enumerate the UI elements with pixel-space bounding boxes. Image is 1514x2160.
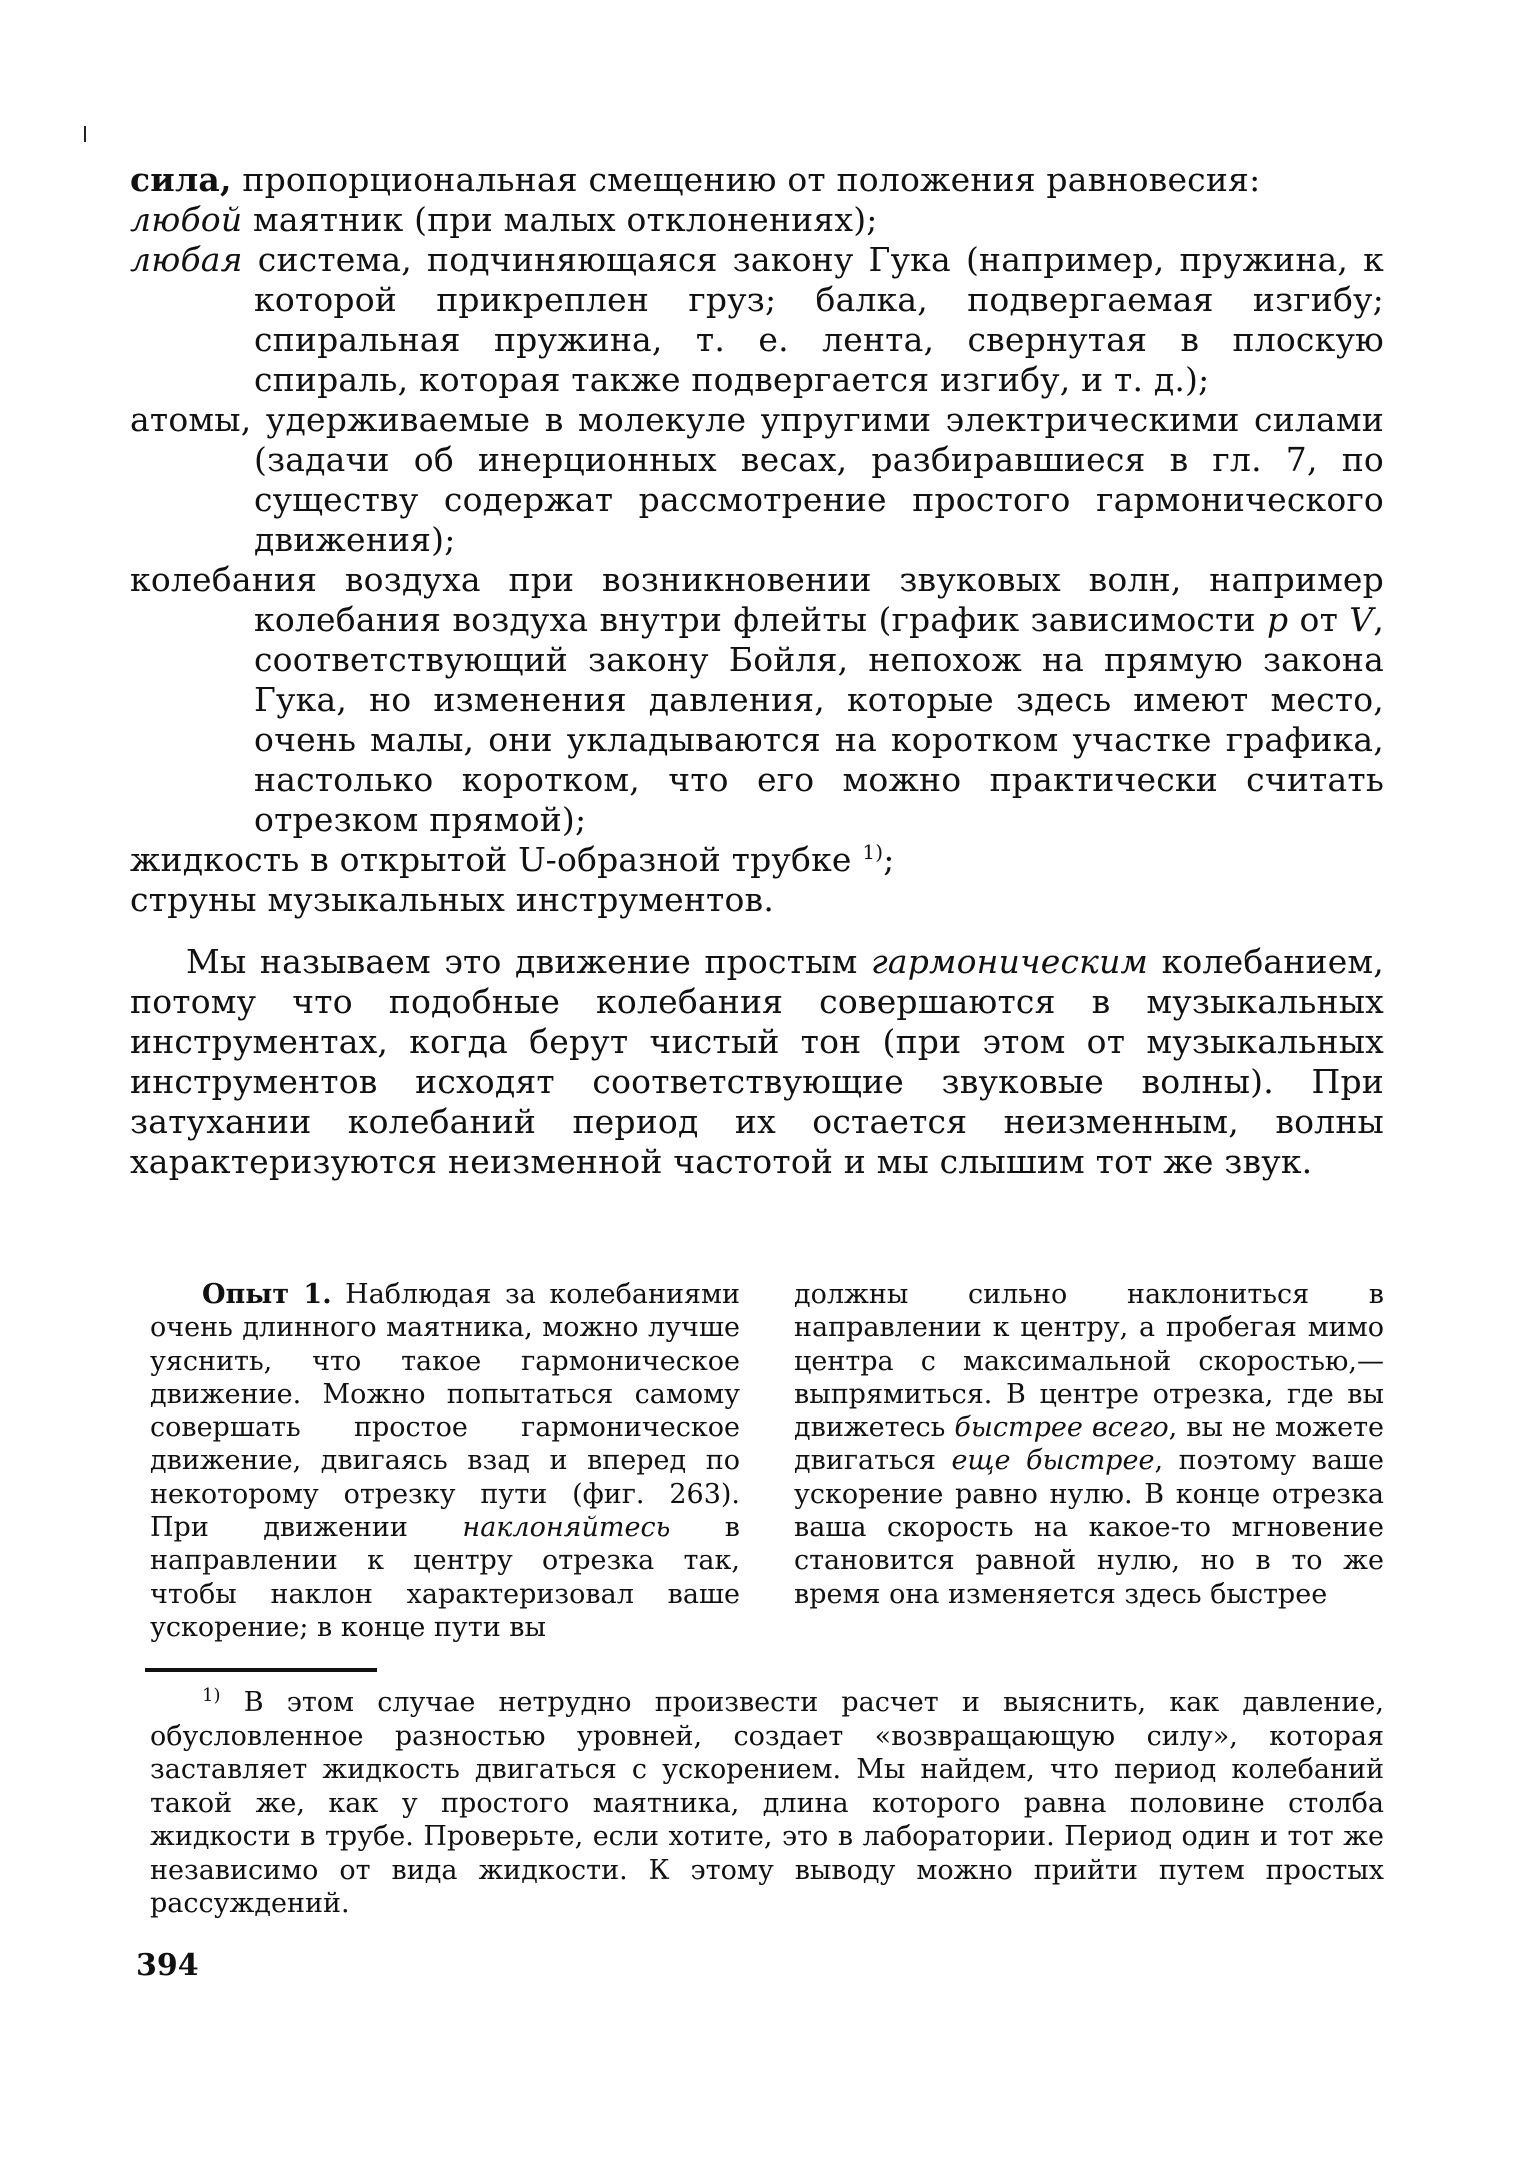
item-text: удерживаемые в молекуле упругими электрическими силами (задачи об инерционных весах, разбиравшиеся в гл. 7, по существу содержат рассмотрение простого гармонического движения); — [251, 400, 1384, 559]
variable-v: V — [1349, 600, 1374, 639]
item-text: маятник (при малых отклонениях); — [242, 200, 878, 239]
item-text: воздуха при возникновении звуковых волн, например колебания воздуха внутри флейты (график зависимости — [254, 560, 1384, 639]
experiment-emphasis: наклоняйтесь — [462, 1512, 671, 1544]
item-text: ; — [883, 840, 895, 879]
experiment-emphasis: еще быстрее — [951, 1445, 1155, 1477]
body-paragraph — [130, 942, 1384, 1182]
item-lead: атомы, — [130, 400, 252, 439]
item-text: система, подчиняющаяся закону Гука (например, пружина, к которой прикреплен груз; балка, подвергаемая изгибу; спиральная пружина, т. е. лента, свернутая в плоскую спираль, которая также подвергается изгибу, и т. д.); — [242, 240, 1384, 399]
experiment-text-part: в направлении к центру отрезка так, чтобы наклон характеризовал ваше ускорение; в конце пути вы — [150, 1512, 740, 1643]
variable-p: p — [1266, 600, 1289, 639]
footnote-text — [150, 1686, 1384, 1921]
page-number: 394 — [136, 1948, 199, 1983]
list-item — [130, 400, 1384, 560]
item-lead: жидкость — [130, 840, 300, 879]
item-text: , соответствующий закону Бойля, непохож на прямую закона Гука, но изменения давления, которые здесь имеют место, очень малы, они укладываются на коротком участке графика, настолько коротком, что его можно практически считать отрезком прямой); — [254, 600, 1385, 839]
experiment-text — [794, 1278, 1384, 1611]
footnote-ref[interactable]: 1) — [862, 840, 884, 864]
list-item — [130, 160, 1384, 200]
list-item — [130, 880, 1384, 920]
experiment-text-part: , вы не можете двигаться — [794, 1412, 1384, 1477]
list-item — [130, 200, 1384, 240]
item-text: пропорциональная смещению от положения равновесия: — [231, 160, 1261, 199]
list-item — [130, 560, 1384, 840]
item-text: музыкальных инструментов. — [256, 880, 775, 919]
list-item — [130, 840, 1384, 880]
main-text — [130, 160, 1384, 1182]
experiment-emphasis: быстрее всего — [954, 1412, 1169, 1444]
footnote-body: В этом случае нетрудно произвести расчет и выяснить, как давление, обусловленное разностью уровней, создает «возвращающую силу», которая заставляет жидкость двигаться с ускорением. Мы найдем, что период колебаний такой же, как у простого маятника, длина которого равна половине столба жидкости в трубе. Проверьте, если хотите, это в лаборатории. Период один и тот же независимо от вида жидкости. К этому выводу можно прийти путем простых рассуждений. — [150, 1687, 1384, 1919]
experiment-text-part: должны сильно наклониться в направлении к центру, а пробегая мимо центра с максимальной скоростью,— выпрямиться. В центре отрезка, где вы движетесь — [794, 1279, 1384, 1444]
paragraph-emphasis: гармоническим — [870, 942, 1149, 981]
footnote — [150, 1686, 1384, 1921]
experiment-text-part: , поэтому ваше ускорение равно нулю. В конце отрезка ваша скорость на какое-то мгновение становится равной нулю, но в то же время она изменяется здесь быстрее — [794, 1445, 1384, 1610]
paragraph-text: колебанием, потому что подобные колебания совершаются в музыкальных инструментах, когда берут чистый тон (при этом от музыкальных инструментов исходят соответствующие звуковые волны). При затухании колебаний период их остается неизменным, волны характеризуются неизменной частотой и мы слышим тот же звук. — [130, 942, 1384, 1181]
experiment-label: Опыт 1. — [202, 1279, 332, 1310]
footnote-divider — [145, 1668, 377, 1672]
item-text: от — [1288, 600, 1350, 639]
experiment-text — [150, 1278, 740, 1644]
experiment-right-column — [794, 1278, 1384, 1644]
item-lead: сила, — [130, 160, 232, 199]
item-text: в открытой U-образной трубке — [299, 840, 863, 879]
list-item — [130, 240, 1384, 400]
item-lead: колебания — [130, 560, 318, 599]
experiment-text-part: Наблюдая за колебаниями очень длинного маятника, можно лучше уяснить, что такое гармоническое движение. Можно попытаться самому совершать простое гармоническое движение, двигаясь взад и вперед по некоторому отрезку пути (фиг. 263). При движении — [150, 1279, 740, 1544]
margin-mark — [84, 126, 86, 142]
footnote-marker: 1) — [202, 1685, 221, 1706]
paragraph-text: Мы называем это движение простым — [186, 942, 871, 981]
item-lead: струны — [130, 880, 257, 919]
item-lead: любой — [130, 200, 243, 239]
item-lead: любая — [130, 240, 243, 279]
experiment-section — [150, 1278, 1384, 1644]
experiment-left-column — [150, 1278, 740, 1644]
